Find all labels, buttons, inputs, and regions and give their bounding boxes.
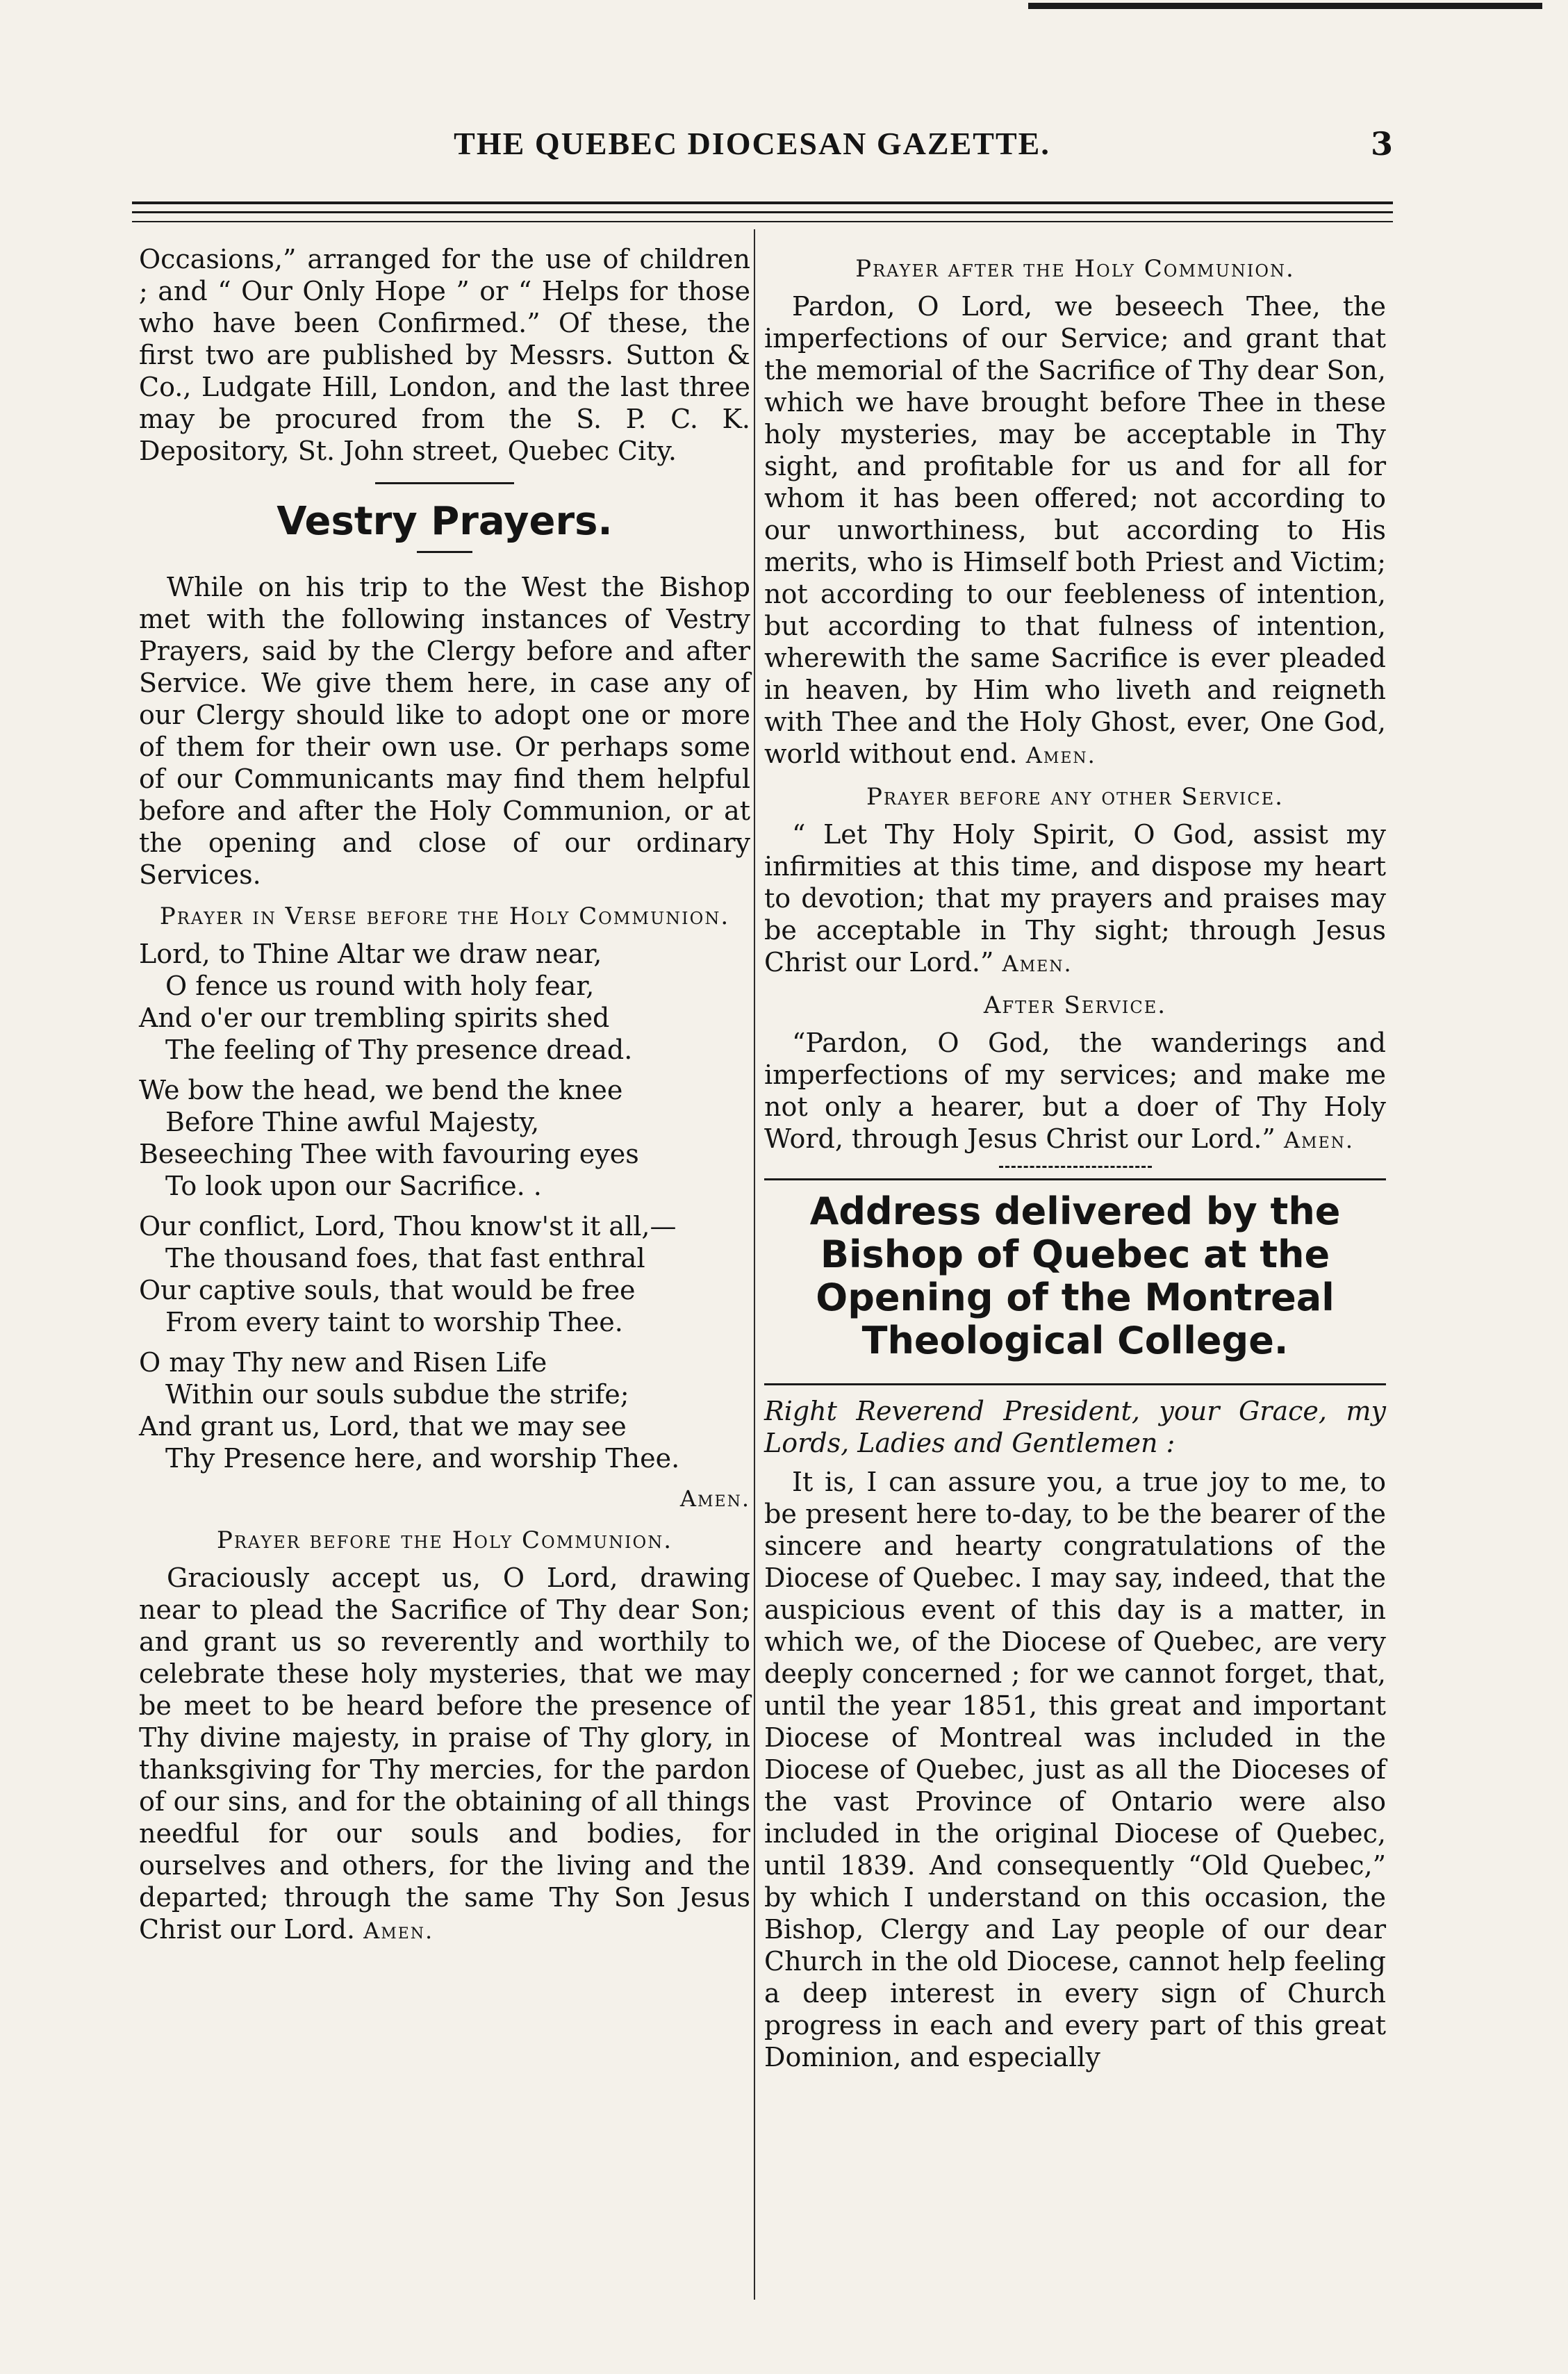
amen-label: Amen. xyxy=(1025,742,1096,768)
top-edge-rule xyxy=(1028,3,1542,9)
verse-line: O may Thy new and Risen Life xyxy=(139,1347,547,1378)
section-rule xyxy=(764,1178,1386,1180)
verse-line: We bow the head, we bend the knee xyxy=(139,1075,623,1105)
header-rule xyxy=(132,211,1393,213)
prayer-text: Graciously accept us, O Lord, drawing near to plead the Sacrifice of Thy dear Son; and grant us so reverently and worthily to celebrate these holy mysteries, that we may be meet to be heard before the presence of Thy divine majesty, in praise of Thy glory, in thanksgiving for Thy mercies, for the pardon of our sins, and for the obtaining of all things needful for our souls and bodies, for ourselves and others, for the living and the departed; through the same Thy Son Jesus Christ our Lord. xyxy=(139,1563,750,1945)
masthead-title: THE QUEBEC DIOCESAN GAZETTE. xyxy=(454,126,1050,161)
prayer-heading: Prayer before any other Service. xyxy=(866,783,1284,811)
header-rule xyxy=(132,201,1393,204)
verse-line: Our captive souls, that would be free xyxy=(139,1275,636,1305)
stanza xyxy=(139,1210,750,1338)
page-header xyxy=(111,125,1393,181)
prayer-body xyxy=(764,818,1386,980)
verse-line: Within our souls subdue the strife; xyxy=(165,1379,629,1410)
prayer-text: “ Let Thy Holy Spirit, O God, assist my infirmities at this time, and dispose my heart to devotion; that my prayers and praises may be acceptable in Thy sight; through Jesus Christ our Lord.” xyxy=(764,819,1386,978)
section-rule xyxy=(375,482,514,484)
title-rule xyxy=(417,551,472,553)
address-body: It is, I can assure you, a true joy to me, to be present here to-day, to be the bearer of the sincere and hearty congratulations of the Diocese of Quebec. I may say, indeed, that the auspicious event of this day is a matter, in which we, of the Diocese of Quebec, are very deeply concerned ; for we cannot forget, that, until the year 1851, this great and important Diocese of Montreal was included in the Diocese of Quebec, just as all the Dioceses of the vast Province of Ontario were also included in the original Diocese of Quebec, until 1839. And consequently “Old Quebec,” by which I understand on this occasion, the Bishop, Clergy and Lay people of our dear Church in the old Diocese, cannot help feeling a deep interest in every sign of Church progress in each and every part of this great Dominion, and especially xyxy=(764,1467,1386,2072)
verse-line: Lord, to Thine Altar we draw near, xyxy=(139,939,602,969)
verse-line: Beseeching Thee with favouring eyes xyxy=(139,1139,639,1169)
intro-paragraph: Occasions,” arranged for the use of children ; and “ Our Only Hope ” or “ Helps for those who have been Confirmed.” Of these, the first two are published by Messrs. Sutton & Co., Ludgate Hill, London, and the last three may be procured from the S. P. C. K. Depository, St. John street, Quebec City. xyxy=(139,244,750,466)
page-number: 3 xyxy=(1370,125,1393,163)
amen-label: Amen. xyxy=(363,1918,434,1944)
verse-line: Before Thine awful Majesty, xyxy=(165,1107,540,1137)
prayer-text: “Pardon, O God, the wanderings and imperfections of my services; and make me not only a hearer, but a doer of Thy Holy Word, through Jesus Christ our Lord.” xyxy=(764,1028,1386,1154)
stanza xyxy=(139,1074,750,1202)
prayer-heading: After Service. xyxy=(983,991,1167,1019)
column-divider xyxy=(754,229,755,2300)
title-rule xyxy=(764,1383,1386,1385)
section-body: While on his trip to the West the Bishop met with the following instances of Vestry Prayers, said by the Clergy before and after Service. We give them here, in case any of our Clergy should like to adopt one or more of them for their own use. Or perhaps some of our Communicants may find them helpful before and after the Holy Communion, or at the opening and close of our ordinary Services. xyxy=(139,572,750,890)
verse-line: And o'er our trembling spirits shed xyxy=(139,1003,610,1033)
verse-line: O fence us round with holy fear, xyxy=(165,971,595,1001)
verse-line: Our conflict, Lord, Thou know'st it all,— xyxy=(139,1211,677,1242)
amen-label: Amen. xyxy=(679,1485,750,1512)
prayer-heading: Prayer before the Holy Communion. xyxy=(216,1526,673,1554)
header-rule xyxy=(132,221,1393,222)
verse-heading: Prayer in Verse before the Holy Communion. xyxy=(159,902,730,930)
verse-line: From every taint to worship Thee. xyxy=(165,1307,623,1337)
salutation: Right Reverend President, your Grace, my Lords, Ladies and Gentlemen : xyxy=(764,1396,1386,1458)
address-title: Address delivered by the Bishop of Quebec at the Opening of the Montreal Theological College. xyxy=(809,1189,1341,1362)
section-title: Vestry Prayers. xyxy=(277,499,613,544)
verse-line: And grant us, Lord, that we may see xyxy=(139,1411,627,1442)
prayer-body xyxy=(764,290,1386,771)
prayer-body xyxy=(139,1562,750,1947)
stanza xyxy=(139,938,750,1066)
verse-line: Thy Presence here, and worship Thee. xyxy=(165,1443,680,1474)
amen-label: Amen. xyxy=(1002,950,1073,977)
right-column xyxy=(764,243,1386,2080)
prayer-text: Pardon, O Lord, we beseech Thee, the imperfections of our Service; and grant that the memorial of the Sacrifice of Thy dear Son, which we have brought before Thee in these holy mysteries, may be acceptable in Thy sight, and profitable for us and for all for whom it has been offered; not according to our unworthiness, but according to His merits, who is Himself both Priest and Victim; not according to our feebleness of intention, but according to that fulness of intention, wherewith the same Sacrifice is ever pleaded in heaven, by Him who liveth and reigneth with Thee and the Holy Ghost, ever, One God, world without end. xyxy=(764,291,1386,769)
verse-line: The thousand foes, that fast enthral xyxy=(165,1243,645,1273)
verse-line: The feeling of Thy presence dread. xyxy=(165,1034,633,1065)
section-rule xyxy=(999,1166,1152,1170)
prayer-body xyxy=(764,1027,1386,1156)
left-column xyxy=(139,243,750,1954)
amen-label: Amen. xyxy=(1283,1127,1355,1153)
verse-line: To look upon our Sacrifice. . xyxy=(165,1171,542,1201)
prayer-heading: Prayer after the Holy Communion. xyxy=(855,255,1295,283)
stanza xyxy=(139,1346,750,1474)
